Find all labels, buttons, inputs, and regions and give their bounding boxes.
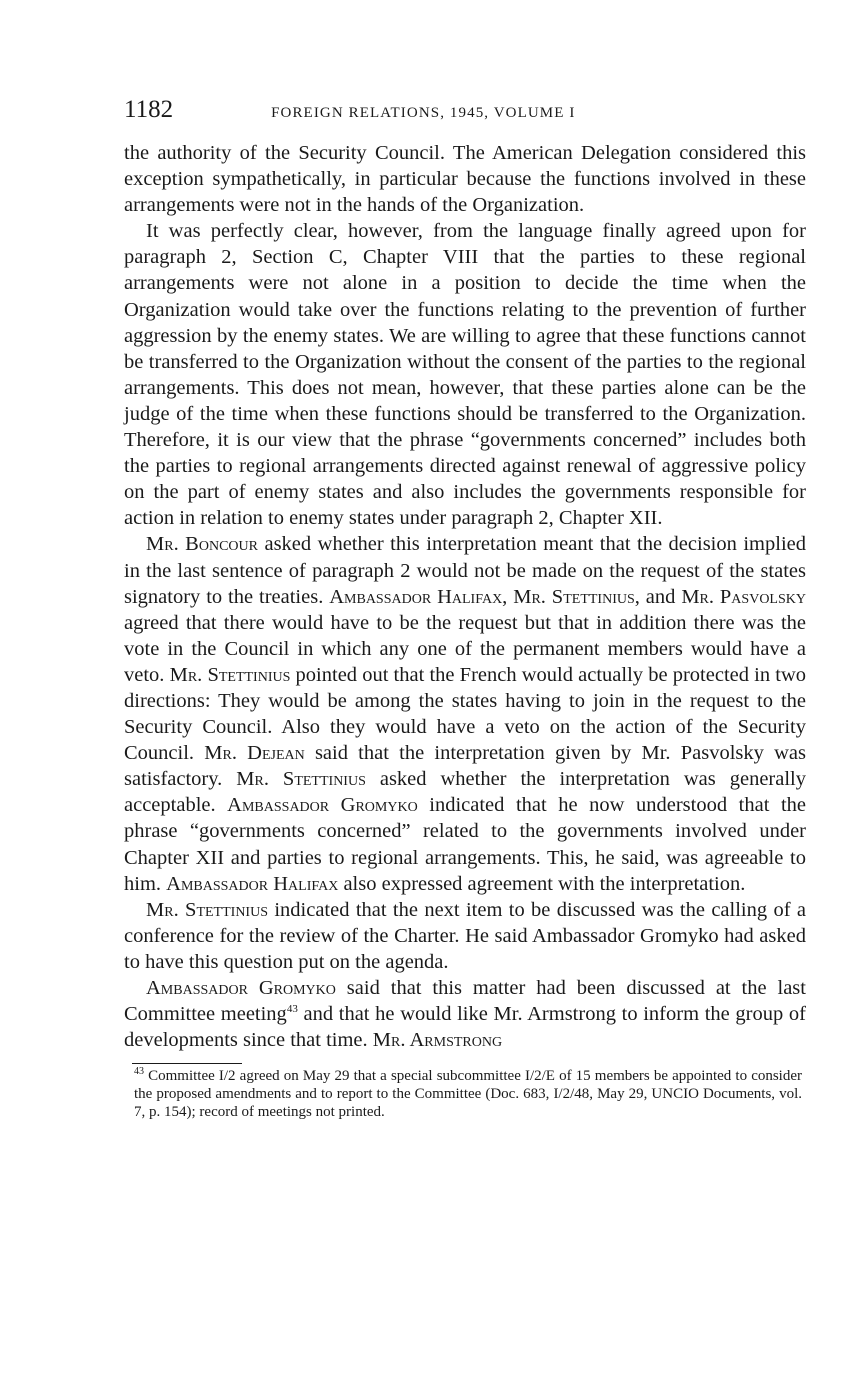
paragraph-text: asked whether the interpretation was generally acceptable.: [124, 768, 806, 817]
page-header: [124, 96, 806, 136]
paragraph-text: and that he would like Mr. Armstrong to inform the group of developments since that time.: [124, 1003, 806, 1052]
paragraph-4: [124, 897, 806, 975]
speaker-name: Ambassador Gromyko: [146, 977, 336, 999]
paragraph-text: indicated that he now understood that the phrase “governments concerned” related to the governments involved under Chapter XII and parties to regional arrangements. This, he said, was agreeable to him.: [124, 794, 806, 895]
paragraph-1: [124, 140, 806, 218]
speaker-name: Ambassador Halifax: [166, 872, 339, 895]
speaker-name: Mr. Stettinius: [236, 768, 366, 791]
paragraph-1-text: the authority of the Security Council. The American Delegation considered this exception sympathetically, in particular because the functions involved in these arrangements were not in the hands of the Organization.: [124, 142, 806, 217]
speaker-name: Ambassador Gromyko: [227, 794, 418, 817]
speaker-name: Mr. Boncour: [146, 533, 258, 556]
footnote: [134, 1067, 802, 1121]
footnote-reference[interactable]: 43: [286, 1003, 298, 1016]
paragraph-text: agreed that there would have to be the request but that in addition there was the vote in the Council in which any one of the permanent members would have a veto.: [124, 611, 806, 686]
paragraph-3: [124, 531, 806, 896]
speaker-name: Mr. Dejean: [204, 742, 305, 765]
speaker-name: Mr. Armstrong: [372, 1029, 503, 1052]
speaker-name: Mr. Stettinius: [146, 898, 268, 921]
paragraph-text: , and: [634, 585, 682, 608]
speaker-name: Mr. Pasvolsky: [681, 585, 806, 608]
footnote-mark: 43: [134, 1066, 144, 1078]
speaker-name: Ambassador Halifax, Mr. Stettinius: [329, 585, 635, 608]
paragraph-text: said that this matter had been discussed at the last Committee meeting: [124, 977, 806, 1026]
paragraph-2: [124, 218, 806, 531]
paragraph-text: indicated that the next item to be discussed was the calling of a conference for the review of the Charter. He said Ambassador Gromyko had asked to have this question put on the agenda.: [124, 898, 806, 973]
paragraph-text: asked whether this interpretation meant that the decision implied in the last sentence of paragraph 2 would not be made on the request of the states signatory to the treaties.: [124, 533, 806, 608]
paragraph-5: [124, 975, 806, 1053]
running-head: FOREIGN RELATIONS, 1945, VOLUME I: [271, 105, 576, 121]
page-number: 1182: [124, 96, 174, 123]
paragraph-text: said that the interpretation given by Mr. Pasvolsky was satisfactory.: [124, 742, 806, 791]
body-text: [124, 140, 806, 1053]
speaker-name: Mr. Stettinius: [169, 663, 291, 686]
paragraph-2-text: It was perfectly clear, however, from the language finally agreed upon for paragraph 2, Section C, Chapter VIII that the parties to these regional arrangements were not alone in a position to decide the time when the Organization would take over the functions relating to the prevention of further aggression by the enemy states. We are willing to agree that these functions cannot be transferred to the Organization without the consent of the parties to the regional arrangements. This does not mean, however, that these parties alone can be the judge of the time when these functions should be transferred to the Organization. Therefore, it is our view that the phrase “governments concerned” includes both the parties to regional arrangements directed against renewal of aggressive policy on the part of enemy states and also includes the governments responsible for action in relation to enemy states under paragraph 2, Chapter XII.: [124, 220, 806, 530]
footnote-text: Committee I/2 agreed on May 29 that a special subcommittee I/2/E of 15 members be appointed to consider the proposed amendments and to report to the Committee (Doc. 683, I/2/48, May 29, UNCIO Documents, vol. 7, p. 154); record of meetings not printed.: [134, 1068, 803, 1121]
paragraph-text: pointed out that the French would actually be protected in two directions: They would be among the states having to join in the request to the Security Council. Also they would have a veto on the action of the Security Council.: [124, 663, 806, 765]
paragraph-text: also expressed agreement with the interpretation.: [338, 872, 746, 895]
footnote-divider: [132, 1063, 242, 1064]
